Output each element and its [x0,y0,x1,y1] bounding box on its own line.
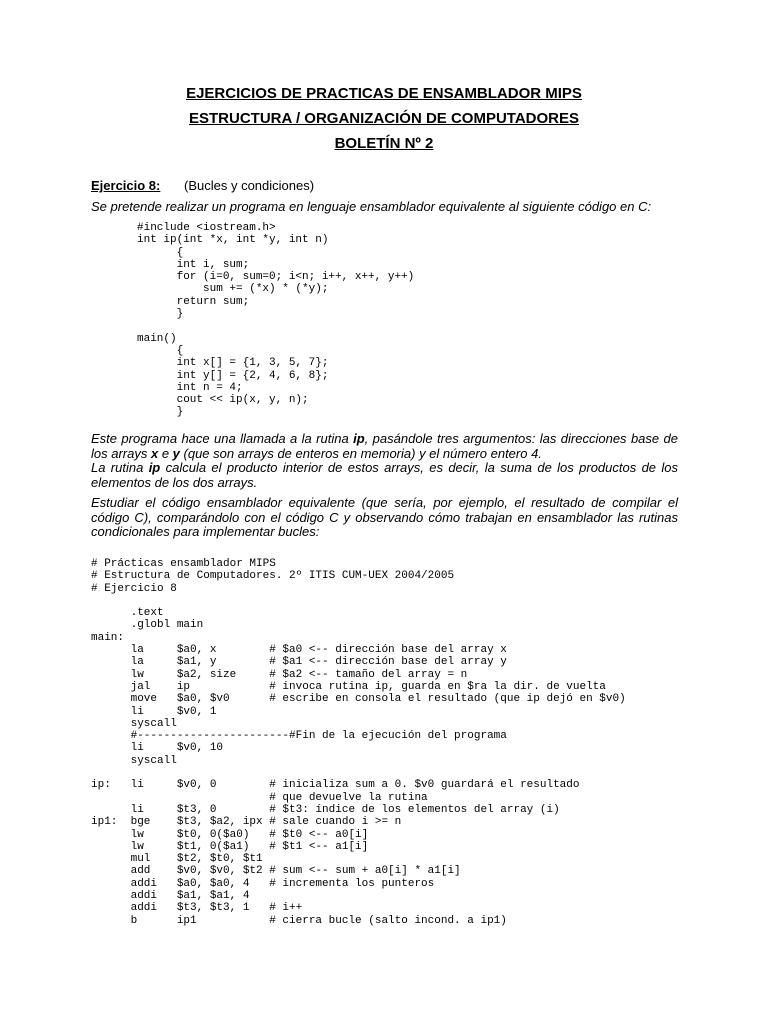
asm-code-line: ip1: bge $t3, $a2, ipx # sale cuando i >= n [91,816,402,829]
array-name-y: y [172,445,180,461]
asm-code-line: .text [91,607,164,620]
asm-code-line: lw $a2, size # $a2 <-- tamaño del array = n [91,668,468,681]
text-run: e [158,445,173,461]
asm-code-line: # Estructura de Computadores. 2º ITIS CUM-UEX 2004/2005 [91,570,455,583]
c-code-line: sum += (*x) * (*y); [137,283,329,296]
c-code-line: main() [137,332,177,345]
c-code-line: #include <iostream.h> [137,222,276,234]
c-code-line: for (i=0, sum=0; i<n; i++, x++, y++) [137,271,415,284]
asm-code-line: .globl main [91,619,204,632]
asm-code-line: mul $t2, $t0, $t1 [91,853,263,866]
c-code-line: return sum; [137,295,250,308]
c-code-line: { [137,246,184,259]
asm-code-line: # Ejercicio 8 [91,582,177,595]
asm-code-line: addi $t3, $t3, 1 # i++ [91,902,303,915]
asm-code-line: #-----------------------#Fin de la ejecución del programa [91,730,507,743]
asm-code-line: # que devuelve la rutina [91,791,428,804]
c-code-line: cout << ip(x, y, n); [137,394,309,407]
c-code-block [137,222,414,419]
c-code-line: int ip(int *x, int *y, int n) [137,234,329,247]
routine-name: ip [353,431,365,446]
asm-code-line: li $v0, 1 [91,705,217,718]
asm-code-line: # Prácticas ensamblador MIPS [91,558,276,570]
asm-code-line: syscall [91,717,177,730]
asm-code-line: addi $a1, $a1, 4 [91,890,250,903]
document-title-line-2: ESTRUCTURA / ORGANIZACIÓN DE COMPUTADORES [189,110,579,127]
asm-code-line: addi $a0, $a0, 4 # incrementa los punteros [91,877,435,890]
c-code-line: int y[] = {2, 4, 6, 8}; [137,369,329,382]
asm-code-line: lw $t0, 0($a0) # $t0 <-- a0[i] [91,828,369,841]
text-run: (que son arrays de enteros en memoria) y el número entero 4. [179,445,542,461]
asm-code-line: lw $t1, 0($a1) # $t1 <-- a1[i] [91,840,369,853]
asm-code-line: main: [91,631,125,644]
asm-code-line: b ip1 # cierra bucle (salto incond. a ip1) [91,914,507,927]
document-title-line-3: BOLETÍN Nº 2 [334,135,434,152]
c-code-line: } [137,406,184,419]
asm-code-line: ip: li $v0, 0 # inicializa sum a 0. $v0 guardará el resultado [91,779,580,792]
exercise-label: Ejercicio 8: [91,178,161,193]
asm-code-line: li $v0, 10 [91,742,224,755]
intro-paragraph: Se pretende realizar un programa en lenguaje ensamblador equivalente al siguiente código en C: [91,199,652,214]
asm-code-line [91,595,626,607]
c-code-line: int x[] = {1, 3, 5, 7}; [137,357,329,370]
asm-code-line [91,767,626,779]
text-run: Este programa hace una llamada a la rutina [91,431,354,446]
c-code-line: { [137,344,184,357]
asm-code-line: syscall [91,754,177,767]
c-code-line: } [137,308,184,321]
c-code-line: int n = 4; [137,381,243,394]
document-title-line-1: EJERCICIOS DE PRACTICAS DE ENSAMBLADOR MIPS [186,85,582,102]
asm-code-line: add $v0, $v0, $t2 # sum <-- sum + a0[i] * a1[i] [91,865,461,878]
text-run: La rutina [91,460,149,475]
study-paragraph: Estudiar el código ensamblador equivalente (que sería, por ejemplo, el resultado de compilar el código C), comparándolo con el código C y observando cómo trabajan en ensamblador las rutinas condicionales para implementar bucles: [91,495,678,539]
asm-code-line: la $a1, y # $a1 <-- dirección base del array y [91,656,507,669]
text-run: calcula el producto interior de estos arrays, es decir, la suma de los productos de los elementos de los dos arrays. [91,460,679,490]
exercise-heading [91,178,160,194]
text-run: , pasándole tres argumentos: las direcciones base de los arrays [91,431,678,461]
explanation-paragraph [91,432,678,490]
routine-name: ip [148,460,161,475]
asm-code-line: la $a0, x # $a0 <-- dirección base del array x [91,644,507,657]
c-code-line: int i, sum; [137,258,250,271]
asm-code-line: li $t3, 0 # $t3: índice de los elementos del array (i) [91,803,560,816]
array-name-x: x [150,445,159,461]
asm-code-block [91,558,626,927]
exercise-subtitle: (Bucles y condiciones) [184,178,315,193]
asm-code-line: move $a0, $v0 # escribe en consola el resultado (que ip dejó en $v0) [91,693,626,706]
asm-code-line: jal ip # invoca rutina ip, guarda en $ra la dir. de vuelta [91,680,606,693]
